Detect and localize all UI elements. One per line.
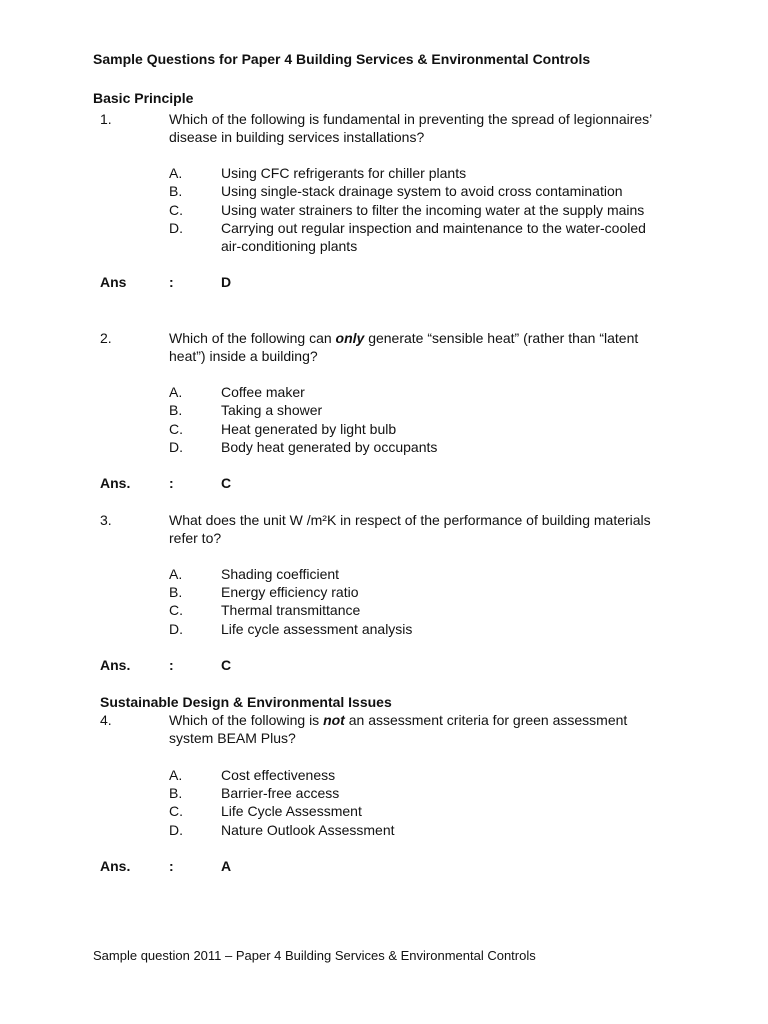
question-emphasis: not (323, 712, 345, 728)
option-text: Using CFC refrigerants for chiller plants (221, 165, 467, 181)
question-number: 4. (100, 712, 112, 728)
option-letter: C. (169, 803, 183, 819)
question-text-part: Which of the following is (169, 712, 324, 728)
option-text: Carrying out regular inspection and maintenance to the water-cooled (221, 220, 646, 236)
option-letter: B. (169, 584, 183, 600)
option-letter: B. (169, 402, 183, 418)
answer-value: A (221, 858, 232, 874)
question-text-line: refer to? (169, 530, 222, 546)
option-letter: C. (169, 421, 183, 437)
option-text: air-conditioning plants (221, 238, 358, 254)
option-letter: D. (169, 220, 183, 236)
answer-label: Ans (100, 274, 127, 290)
question-text-line: What does the unit W /m²K in respect of the performance of building materials (169, 512, 651, 528)
answer-label: Ans. (100, 858, 131, 874)
answer-value: C (221, 475, 232, 491)
option-text: Using water strainers to filter the incoming water at the supply mains (221, 202, 645, 218)
option-text: Energy efficiency ratio (221, 584, 359, 600)
option-text: Cost effectiveness (221, 767, 336, 783)
question-text-part: an assessment criteria for green assessment (344, 712, 628, 728)
section-heading: Sustainable Design & Environmental Issues (100, 694, 392, 710)
section-heading: Basic Principle (93, 90, 194, 106)
question-number: 3. (100, 512, 112, 528)
option-text: Barrier-free access (221, 785, 340, 801)
question-text-line (169, 711, 627, 729)
option-letter: D. (169, 621, 183, 637)
option-text: Heat generated by light bulb (221, 421, 397, 437)
page-footer: Sample question 2011 – Paper 4 Building Services & Environmental Controls (93, 948, 536, 963)
answer-label: Ans. (100, 475, 131, 491)
answer-label: Ans. (100, 657, 131, 673)
question-text-line: heat”) inside a building? (169, 348, 318, 364)
option-text: Taking a shower (221, 402, 323, 418)
option-text: Using single-stack drainage system to avoid cross contamination (221, 183, 623, 199)
option-letter: C. (169, 602, 183, 618)
answer-colon: : (169, 657, 174, 673)
option-text: Coffee maker (221, 384, 305, 400)
option-text: Nature Outlook Assessment (221, 822, 395, 838)
option-letter: A. (169, 566, 183, 582)
option-text: Life cycle assessment analysis (221, 621, 413, 637)
answer-value: C (221, 657, 232, 673)
option-text: Shading coefficient (221, 566, 340, 582)
question-text-line: system BEAM Plus? (169, 730, 296, 746)
option-letter: B. (169, 785, 183, 801)
option-text: Life Cycle Assessment (221, 803, 362, 819)
option-letter: A. (169, 165, 183, 181)
option-text: Thermal transmittance (221, 602, 361, 618)
page-title: Sample Questions for Paper 4 Building Services & Environmental Controls (93, 51, 591, 67)
question-number: 1. (100, 111, 112, 127)
answer-value: D (221, 274, 232, 290)
question-text-line (169, 329, 638, 347)
option-letter: D. (169, 439, 183, 455)
option-letter: A. (169, 384, 183, 400)
answer-colon: : (169, 274, 174, 290)
question-text-line: disease in building services installations? (169, 129, 425, 145)
option-letter: B. (169, 183, 183, 199)
question-text-part: Which of the following can (169, 330, 336, 346)
option-letter: A. (169, 767, 183, 783)
answer-colon: : (169, 858, 174, 874)
answer-colon: : (169, 475, 174, 491)
question-emphasis: only (335, 330, 365, 346)
option-letter: C. (169, 202, 183, 218)
question-number: 2. (100, 330, 112, 346)
question-text-part: generate “sensible heat” (rather than “latent (364, 330, 639, 346)
question-text-line: Which of the following is fundamental in preventing the spread of legionnaires’ (169, 111, 653, 127)
option-text: Body heat generated by occupants (221, 439, 438, 455)
option-letter: D. (169, 822, 183, 838)
